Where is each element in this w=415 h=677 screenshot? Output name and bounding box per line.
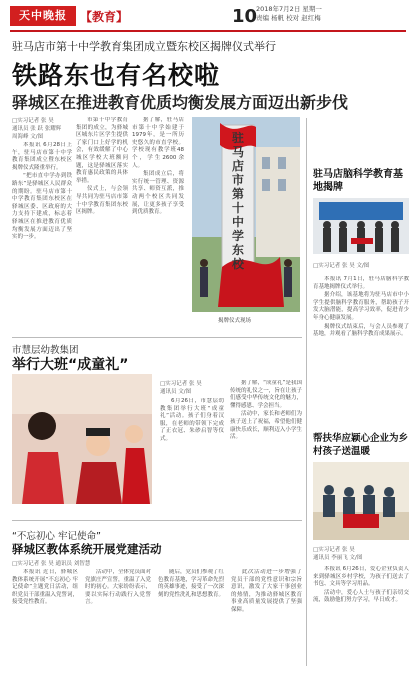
masthead: [0, 0, 415, 30]
paragraph: 本报讯 6月28日上午，驻马店市第十中学教育集团成立暨东校区揭牌仪式隆重举行。: [12, 142, 72, 171]
middle-photo: [12, 374, 152, 504]
paragraph: 本报讯 6月26日，爱心企业负责人来到驿城区乡村学校，为孩子们送去了书包、文具等学习用品。: [313, 566, 409, 588]
paragraph: 此次活动进一步增强了党员干部的党性意识和宗旨意识，激发了大家干事创业的热情，为推动驿城区教育事业高质量发展提供了坚强保障。: [231, 569, 302, 613]
right2-body: [313, 566, 409, 664]
header-rule: [10, 30, 406, 32]
right1-photo: [313, 198, 409, 254]
middle-column-1: [160, 398, 224, 504]
right1-photo-illustration: [313, 198, 409, 254]
right1-body: [313, 276, 409, 414]
paragraph: 据介绍，该基地将为驻马店市中小学生提供脑科学教育服务，帮助孩子开发大脑潜能，提高学习效率，促进青少年身心健康发展。: [313, 292, 409, 321]
lead-kicker: 驻马店市第十中学教育集团成立暨东校区揭牌仪式举行: [12, 40, 276, 53]
lead-column-2: [76, 117, 128, 330]
paragraph: 6月26日，市慧层幼教集团举行大班“成童礼”活动。孩子们身着汉服，在老师的带领下完成了正衣冠、朱砂启智等仪式。: [160, 398, 224, 442]
lead-photo-illustration: [192, 117, 300, 312]
paragraph: 本报讯 近日，驿城区教体系统开展“不忘初心 牢记使命”主题党日活动，组织党员干部重温入党誓词，接受党性教育。: [12, 569, 78, 606]
paragraph: 活动中，家长和老师们为孩子送上了祝福，希望他们健康快乐成长，顺利迈入小学生活。: [230, 411, 302, 441]
paragraph: 活动中，爱心人士与孩子们亲切交流，鼓励他们努力学习，早日成才。: [313, 589, 409, 604]
bottom-byline: □实习记者 张 昊 通讯员 刘智慧: [12, 561, 91, 567]
paragraph: 据了解，“成童礼”是我国传统的礼仪之一，旨在让孩子们感受中华传统文化的魅力，懂得感恩、学会担当。: [230, 380, 302, 409]
paper-logo: 天中晚报: [10, 6, 76, 26]
page-number: 10: [232, 6, 258, 27]
lead-subhead: 驿城区在推进教育优质均衡发展方面迈出新步伐: [12, 93, 349, 112]
middle-kicker: 市慧层幼教集团: [12, 345, 79, 356]
lead-headline: 铁路东也有名校啦: [12, 61, 221, 90]
right2-title: 帮扶华应颖心企业为乡村孩子送温暖: [313, 433, 409, 457]
bottom-column-2: [85, 569, 151, 669]
lead-photo-caption: 揭牌仪式现场: [218, 318, 252, 324]
lead-byline: □实习记者 张 昊 通讯员 张 跃 张耀辉 周海峰 文/图: [12, 118, 62, 140]
lead-column-1: [12, 142, 72, 330]
date-block: [256, 5, 322, 23]
paragraph: 揭牌仪式结束后，与会人员参观了基地，并观看了脑科学教育成果展示。: [313, 323, 409, 338]
lead-column-3: [132, 117, 184, 330]
editors-line: 责编 杨帆 校对 赵红梅: [256, 14, 321, 22]
paragraph: 仪式上，与会领导共同为驻马店市第十中学教育集团东校区揭牌。: [76, 186, 128, 216]
section-tag: 【教育】: [80, 10, 129, 24]
bottom-title: 驿城区教体系统开展党建活动: [12, 542, 162, 556]
section-divider: [12, 337, 302, 338]
right2-photo: [313, 462, 409, 540]
bottom-column-4: [231, 569, 302, 669]
middle-photo-illustration: [12, 374, 152, 504]
column-divider: [306, 118, 307, 666]
paragraph: 随后，党员们参观了红色教育基地，学习革命先烈的英雄事迹，接受了一次深刻的党性洗礼和思想教育。: [158, 569, 224, 598]
paragraph: 活动中，全体党员面对党旗庄严宣誓，重温了入党时的初心。大家纷纷表示，要以实际行动践行入党誓言。: [85, 569, 151, 606]
right2-byline: □实习记者 张 昊 通讯员 李丽飞 文/图: [313, 547, 363, 561]
school-sign-text: 驻马店市第十中学东校: [231, 131, 244, 271]
bottom-column-3: [158, 569, 224, 669]
paragraph: 本报讯 7月1日，驻马店脑科学教育基地揭牌仪式举行。: [313, 276, 409, 290]
bottom-column-1: [12, 569, 78, 669]
paragraph: 市第十中学教育集团的成立，为驿城区城东片区学生提供了家门口上好学的机会，有效缓解了中心城区学校大班额问题，这是驿城区落实教育惠民政策的具体举措。: [76, 117, 128, 184]
paragraph: “把市直中学办到铁路东”是驿城区人民群众的期盼。驻马店市第十中学教育集团东校区在驿城区委、区政府的大力支持下建成，标志着驿城区在推进教育优质均衡发展方面迈出了坚实的一步。: [12, 173, 72, 241]
paragraph: 集团成立后，将实行统一管理、资源共享、师资互派，推动两个校区共同发展，让更多孩子享受到优质教育。: [132, 171, 184, 216]
section-divider: [12, 520, 302, 521]
middle-title: 举行大班“成童礼”: [12, 357, 129, 373]
right1-title: 驻马店脑科学教育基地揭牌: [313, 169, 403, 193]
paragraph: 据了解，驻马店市第十中学始建于1979年，是一所历史悠久的市直学校。学校现有教学班48个，学生2600余人。: [132, 117, 184, 169]
right1-byline: □实习记者 张 昊 文/图: [313, 263, 370, 269]
date-line: 2018年7月2日 星期一: [256, 5, 322, 13]
middle-byline: □实习记者 张 昊 通讯员 文/图: [160, 381, 202, 395]
right2-photo-illustration: [313, 462, 409, 540]
middle-column-2: [230, 380, 302, 504]
lead-photo: [192, 117, 300, 312]
bottom-kicker: “不忘初心 牢记使命”: [12, 531, 101, 542]
